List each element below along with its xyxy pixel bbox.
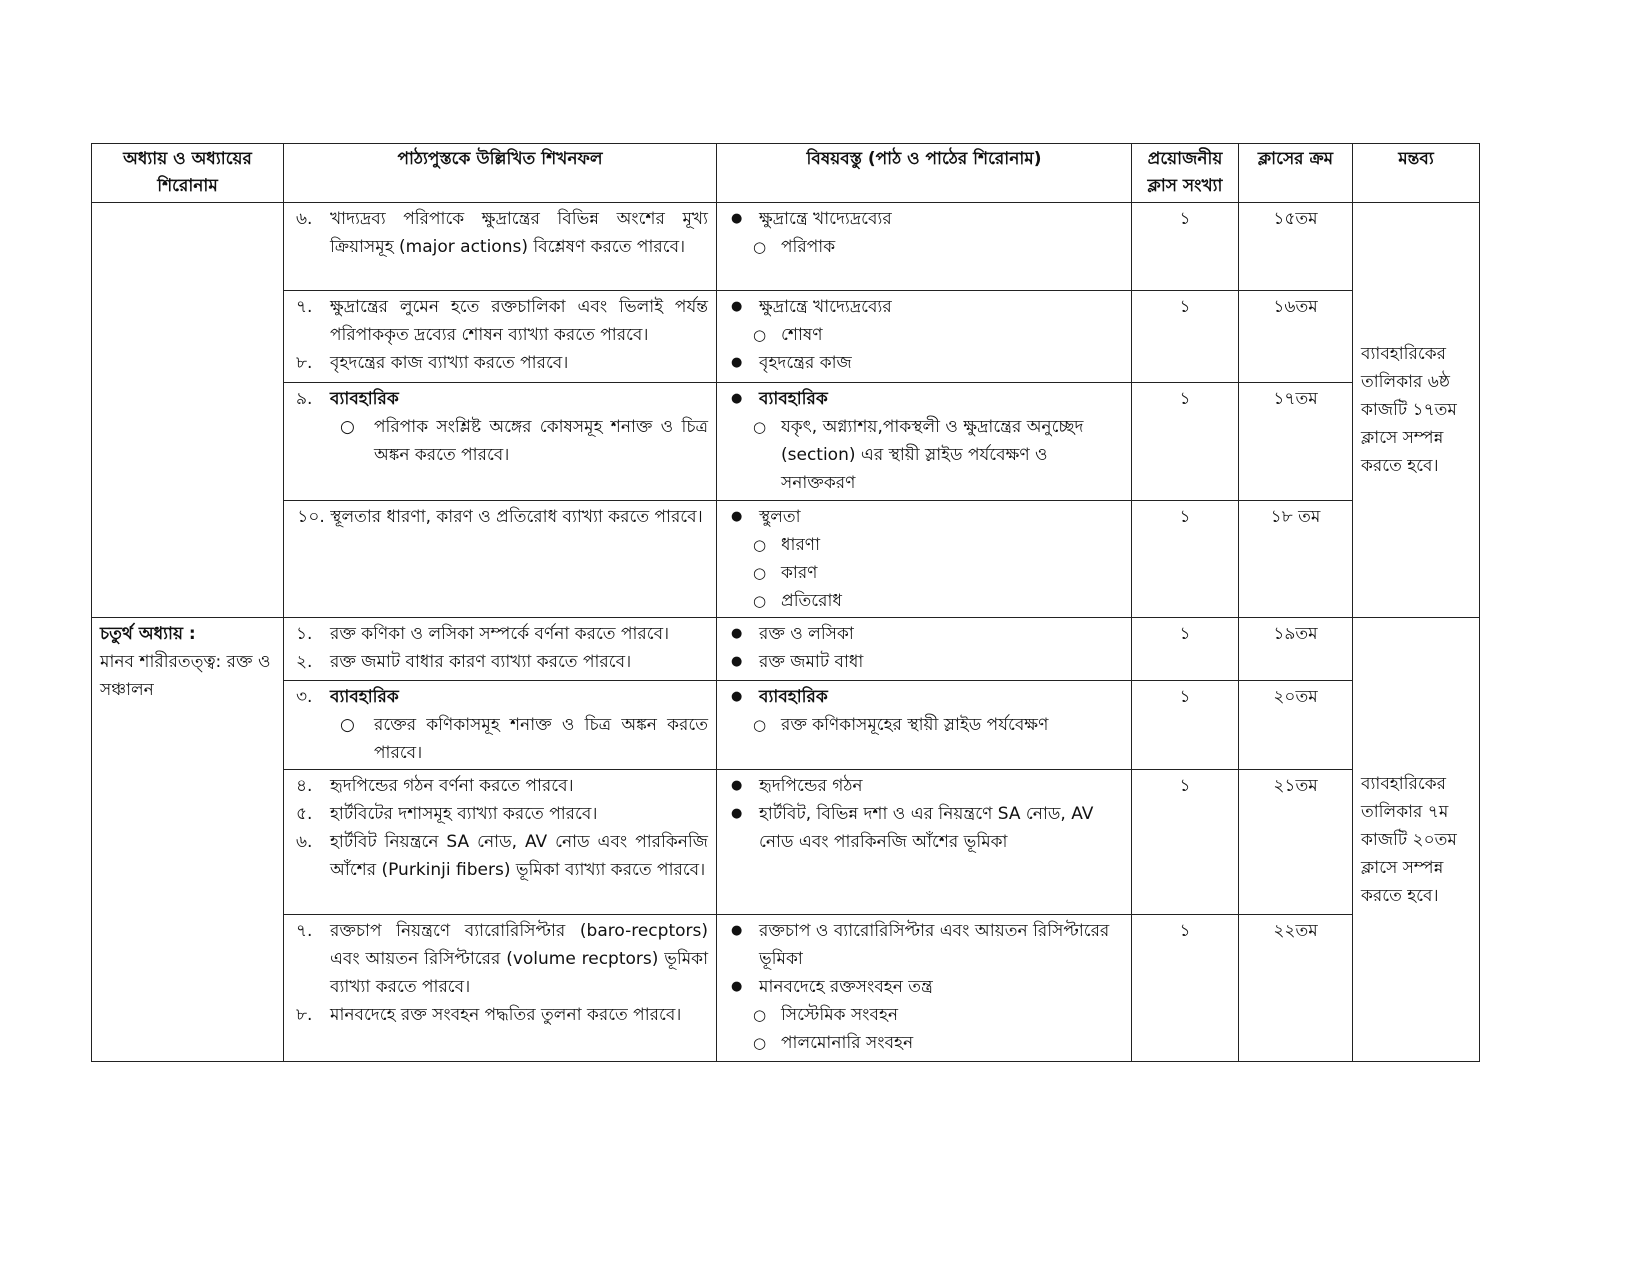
outcome-item bbox=[292, 205, 708, 261]
class-order: ১৫তম bbox=[1239, 203, 1353, 291]
chapter-cell bbox=[92, 618, 284, 1062]
outcome-number: ৪. bbox=[296, 776, 313, 796]
outcome-number: ৯. bbox=[296, 389, 313, 409]
content-cell bbox=[717, 770, 1132, 915]
content-cell bbox=[717, 501, 1132, 618]
content-bullet: ● ক্ষুদ্রান্ত্রে খাদ্যেদ্রব্যের bbox=[725, 293, 1123, 321]
outcomes-cell bbox=[284, 383, 717, 501]
outcome-text: ব্যাবহারিক bbox=[330, 389, 399, 409]
content-subitem: ○ শোষণ bbox=[725, 321, 1123, 349]
outcomes-cell bbox=[284, 915, 717, 1062]
remarks-cell bbox=[1353, 203, 1480, 618]
outcome-number: ৫. bbox=[296, 804, 313, 824]
header-class-order: ক্লাসের ক্রম bbox=[1239, 144, 1353, 203]
chapter-cell bbox=[92, 203, 284, 618]
outcome-item bbox=[292, 349, 708, 377]
remarks-cell bbox=[1353, 618, 1480, 1062]
content-cell bbox=[717, 203, 1132, 291]
content-bullet: ● হার্টবিট, বিভিন্ন দশা ও এর নিয়ন্ত্রণে SA নোড, AV নোড এবং পারকিনজি আঁশের ভূমিকা bbox=[725, 800, 1123, 856]
content-subitem: ○ কারণ bbox=[725, 559, 1123, 587]
content-bullet: ● রক্ত জমাট বাধা bbox=[725, 648, 1123, 676]
outcome-text: ব্যাবহারিক bbox=[330, 687, 399, 707]
class-order: ২০তম bbox=[1239, 681, 1353, 770]
content-cell bbox=[717, 681, 1132, 770]
outcome-number: ২. bbox=[296, 652, 313, 672]
content-bullet: ● ব্যাবহারিক bbox=[725, 683, 1123, 711]
outcome-number: ○ bbox=[340, 715, 355, 735]
class-count: ১ bbox=[1132, 681, 1239, 770]
outcome-number: ৬. bbox=[296, 832, 313, 852]
content-cell bbox=[717, 383, 1132, 501]
class-order: ২১তম bbox=[1239, 770, 1353, 915]
outcome-item bbox=[292, 800, 708, 828]
remark-text: ব্যাবহারিকের তালিকার ৬ষ্ঠ কাজটি ১৭তম ক্লাসে সম্পন্ন করতে হবে। bbox=[1361, 344, 1457, 476]
outcome-number: ৮. bbox=[296, 1005, 313, 1025]
outcomes-cell bbox=[284, 618, 717, 681]
outcome-item bbox=[292, 293, 708, 349]
outcomes-cell bbox=[284, 681, 717, 770]
outcome-number: ৬. bbox=[296, 209, 313, 229]
outcome-text: রক্ত জমাট বাধার কারণ ব্যাখ্যা করতে পারবে। bbox=[330, 652, 632, 672]
table-row bbox=[92, 203, 1480, 291]
class-count: ১ bbox=[1132, 915, 1239, 1062]
content-cell bbox=[717, 618, 1132, 681]
outcome-text: রক্তের কণিকাসমূহ শনাক্ত ও চিত্র অঙ্কন করতে পারবে। bbox=[374, 715, 708, 763]
outcome-number: ৭. bbox=[296, 921, 313, 941]
outcome-item bbox=[292, 711, 708, 767]
outcome-number: ○ bbox=[340, 417, 355, 437]
content-cell bbox=[717, 291, 1132, 383]
outcomes-cell bbox=[284, 203, 717, 291]
table-row bbox=[92, 383, 1480, 501]
content-bullet: ● হৃদপিন্ডের গঠন bbox=[725, 772, 1123, 800]
class-count: ১ bbox=[1132, 770, 1239, 915]
outcome-item bbox=[292, 917, 708, 1001]
outcome-number: ৭. bbox=[296, 297, 313, 317]
content-bullet: ● স্থুলতা bbox=[725, 503, 1123, 531]
content-bullet: ● রক্ত ও লসিকা bbox=[725, 620, 1123, 648]
class-count: ১ bbox=[1132, 203, 1239, 291]
outcome-item bbox=[292, 828, 708, 884]
table-row bbox=[92, 915, 1480, 1062]
content-subitem: ○ ধারণা bbox=[725, 531, 1123, 559]
header-remarks: মন্তব্য bbox=[1353, 144, 1480, 203]
outcome-text: খাদ্যদ্রব্য পরিপাকে ক্ষুদ্রান্ত্রের বিভিন্ন অংশের মূখ্য ক্রিয়াসমূহ (major actions) বিশ্লেষণ করতে পারবে। bbox=[330, 209, 708, 257]
remark-text: ব্যাবহারিকের তালিকার ৭ম কাজটি ২০তম ক্লাসে সম্পন্ন করতে হবে। bbox=[1361, 773, 1457, 906]
table-row bbox=[92, 501, 1480, 618]
class-count: ১ bbox=[1132, 291, 1239, 383]
outcome-item bbox=[292, 1001, 708, 1029]
content-subitem: ○ সিস্টেমিক সংবহন bbox=[725, 1001, 1123, 1029]
class-count: ১ bbox=[1132, 383, 1239, 501]
table-row bbox=[92, 770, 1480, 915]
outcome-item bbox=[292, 503, 708, 531]
class-order: ২২তম bbox=[1239, 915, 1353, 1062]
class-order: ১৮ তম bbox=[1239, 501, 1353, 618]
outcomes-cell bbox=[284, 501, 717, 618]
outcome-text: বৃহদন্ত্রের কাজ ব্যাখ্যা করতে পারবে। bbox=[330, 353, 569, 373]
outcome-item bbox=[292, 413, 708, 469]
outcomes-cell bbox=[284, 770, 717, 915]
class-count: ১ bbox=[1132, 501, 1239, 618]
content-subitem: ○ যকৃৎ, অগ্ন্যাশয়,পাকস্থলী ও ক্ষুদ্রান্ত্রের অনুচ্ছেদ (section) এর স্থায়ী স্লাইড পর্যবেক্ষণ ও সনাক্তকরণ bbox=[725, 413, 1123, 497]
header-chapter: অধ্যায় ও অধ্যায়ের শিরোনাম bbox=[92, 144, 284, 203]
outcome-text: হার্টবিটের দশাসমূহ ব্যাখ্যা করতে পারবে। bbox=[330, 804, 598, 824]
content-subitem: ○ রক্ত কণিকাসমূহের স্থায়ী স্লাইড পর্যবেক্ষণ bbox=[725, 711, 1123, 739]
class-order: ১৯তম bbox=[1239, 618, 1353, 681]
content-subitem: ○ প্রতিরোধ bbox=[725, 587, 1123, 615]
chapter-title: চতুর্থ অধ্যায় : bbox=[100, 624, 196, 644]
outcome-text: হৃদপিন্ডের গঠন বর্ণনা করতে পারবে। bbox=[330, 776, 574, 796]
header-row bbox=[92, 144, 1480, 203]
outcome-item bbox=[292, 385, 708, 413]
outcome-number: ৮. bbox=[296, 353, 313, 373]
outcome-number: ৩. bbox=[296, 687, 313, 707]
class-order: ১৬তম bbox=[1239, 291, 1353, 383]
class-count: ১ bbox=[1132, 618, 1239, 681]
content-bullet: ● ব্যাবহারিক bbox=[725, 385, 1123, 413]
header-content: বিষয়বস্তু (পাঠ ও পাঠের শিরোনাম) bbox=[717, 144, 1132, 203]
header-class-count: প্রয়োজনীয় ক্লাস সংখ্যা bbox=[1132, 144, 1239, 203]
table-row bbox=[92, 291, 1480, 383]
outcomes-cell bbox=[284, 291, 717, 383]
header-outcomes: পাঠ্যপুস্তকে উল্লিখিত শিখনফল bbox=[284, 144, 717, 203]
content-bullet: ● বৃহদন্ত্রের কাজ bbox=[725, 349, 1123, 377]
outcome-text: মানবদেহে রক্ত সংবহন পদ্ধতির তুলনা করতে পারবে। bbox=[330, 1005, 682, 1025]
content-subitem: ○ পালমোনারি সংবহন bbox=[725, 1029, 1123, 1057]
content-subitem: ○ পরিপাক bbox=[725, 233, 1123, 261]
outcome-item bbox=[292, 648, 708, 676]
outcome-text: হার্টবিট নিয়ন্ত্রনে SA নোড, AV নোড এবং পারকিনজি আঁশের (Purkinji fibers) ভূমিকা ব্যাখ্যা করতে পারবে। bbox=[330, 832, 708, 880]
outcome-number: ১. bbox=[296, 624, 313, 644]
outcome-item bbox=[292, 683, 708, 711]
outcome-text: ক্ষুদ্রান্ত্রের লুমেন হতে রক্তচালিকা এবং ভিলাই পর্যন্ত পরিপাককৃত দ্রব্যের শোষন ব্যাখ্যা করতে পারবে। bbox=[330, 297, 708, 345]
content-bullet: ● রক্তচাপ ও ব্যারোরিসিপ্টার এবং আয়তন রিসিপ্টারের ভূমিকা bbox=[725, 917, 1123, 973]
outcome-item bbox=[292, 772, 708, 800]
content-bullet: ● মানবদেহে রক্তসংবহন তন্ত্র bbox=[725, 973, 1123, 1001]
outcome-text: পরিপাক সংশ্লিষ্ট অঙ্গের কোষসমূহ শনাক্ত ও চিত্র অঙ্কন করতে পারবে। bbox=[374, 417, 708, 465]
table-row bbox=[92, 681, 1480, 770]
outcome-text: ১০. স্থূলতার ধারণা, কারণ ও প্রতিরোধ ব্যাখ্যা করতে পারবে। bbox=[297, 507, 703, 527]
outcome-text: রক্ত কণিকা ও লসিকা সম্পর্কে বর্ণনা করতে পারবে। bbox=[330, 624, 670, 644]
syllabus-table bbox=[91, 143, 1480, 1062]
chapter-subtitle: মানব শারীরতত্ত্ব: রক্ত ও সঞ্চালন bbox=[100, 652, 271, 700]
outcome-text: রক্তচাপ নিয়ন্ত্রণে ব্যারোরিসিপ্টার (baro-recptors) এবং আয়তন রিসিপ্টারের (volume recptors) ভূমিকা ব্যাখ্যা করতে পারবে। bbox=[330, 921, 708, 997]
content-bullet: ● ক্ষুদ্রান্ত্রে খাদ্যেদ্রব্যের bbox=[725, 205, 1123, 233]
content-cell bbox=[717, 915, 1132, 1062]
table-row bbox=[92, 618, 1480, 681]
class-order: ১৭তম bbox=[1239, 383, 1353, 501]
outcome-item bbox=[292, 620, 708, 648]
